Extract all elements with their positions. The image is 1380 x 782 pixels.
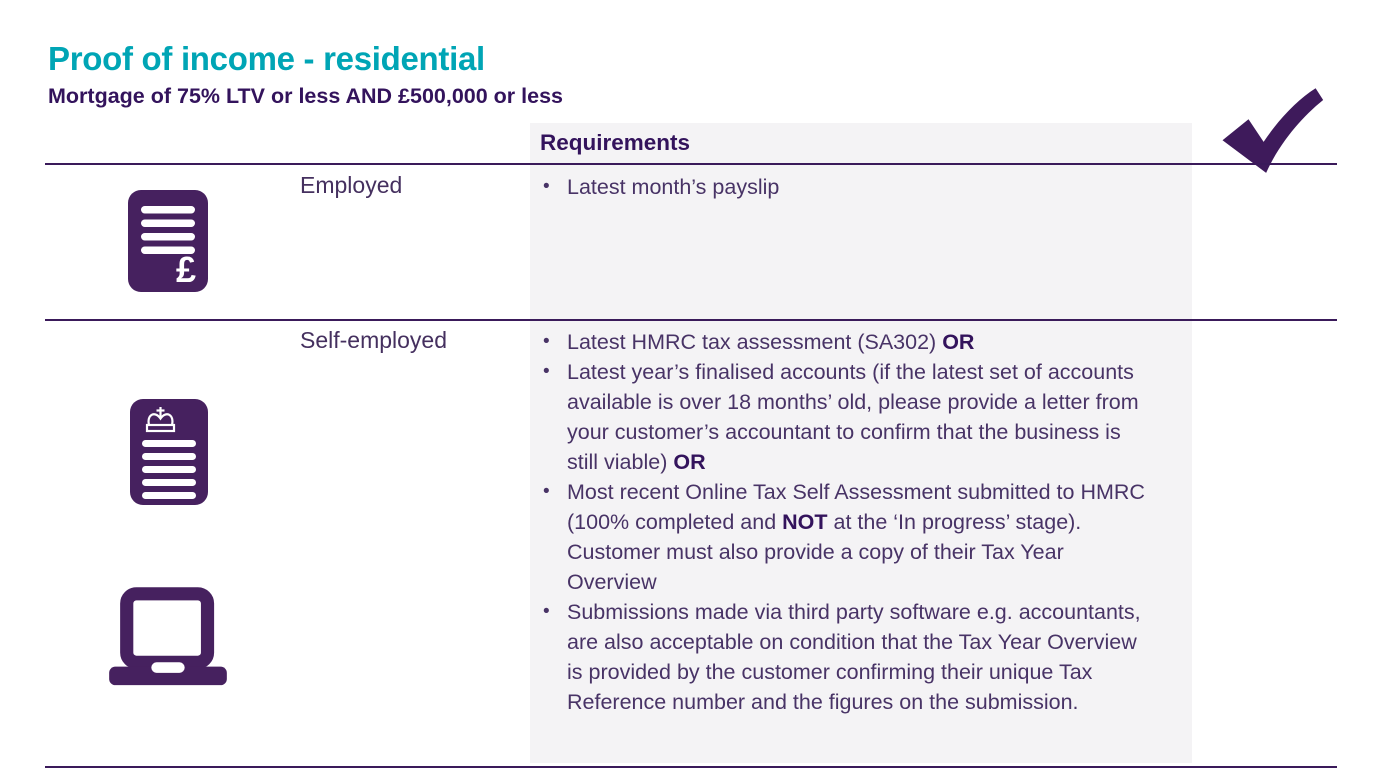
bullet-glyph: •: [543, 601, 550, 622]
requirement-text: Submissions made via third party software e.g. accountants, are also acceptable on condition that the Tax Year Overview is provided by the customer confirming their unique Tax Reference number and the figures on the submission.: [567, 600, 1141, 714]
requirement-text: Latest year’s finalised accounts (if the latest set of accounts available is over 18 months’ old, please provide a letter from your customer’s accountant to confirm that the business is still viable) OR: [567, 360, 1139, 474]
requirement-item: [543, 172, 1157, 202]
requirements-list-employed: [543, 172, 1157, 202]
requirements-column-header: Requirements: [540, 130, 691, 155]
bullet-glyph: •: [543, 176, 550, 197]
requirement-item: [543, 327, 1157, 357]
header-divider-line: [45, 163, 1337, 165]
bullet-glyph: •: [543, 361, 550, 382]
requirements-list-self-employed: [543, 327, 1157, 717]
page-subtitle: Mortgage of 75% LTV or less AND £500,000 or less: [48, 84, 563, 108]
requirement-text: Most recent Online Tax Self Assessment submitted to HMRC (100% completed and NOT at the ‘In progress’ stage). Customer must also provide a copy of their Tax Year Overview: [567, 480, 1145, 594]
requirement-text: Latest HMRC tax assessment (SA302) OR: [567, 330, 975, 354]
bullet-glyph: •: [543, 481, 550, 502]
laptop-icon: [102, 585, 234, 691]
page-title: Proof of income - residential: [48, 40, 485, 77]
requirement-item: [543, 357, 1157, 477]
payslip-document-icon: [128, 190, 208, 297]
bullet-glyph: •: [543, 331, 550, 352]
svg-text:£: £: [175, 249, 197, 290]
requirement-text: Latest month’s payslip: [567, 175, 780, 199]
row-divider-line: [45, 319, 1337, 321]
requirement-item: [543, 597, 1157, 717]
row-label-employed: Employed: [300, 172, 403, 198]
checkmark-icon: [1220, 88, 1324, 179]
requirement-item: [543, 477, 1157, 597]
bottom-divider-line: [45, 766, 1337, 768]
row-label-self-employed: Self-employed: [300, 327, 448, 353]
hmrc-crown-document-icon: [130, 399, 208, 510]
